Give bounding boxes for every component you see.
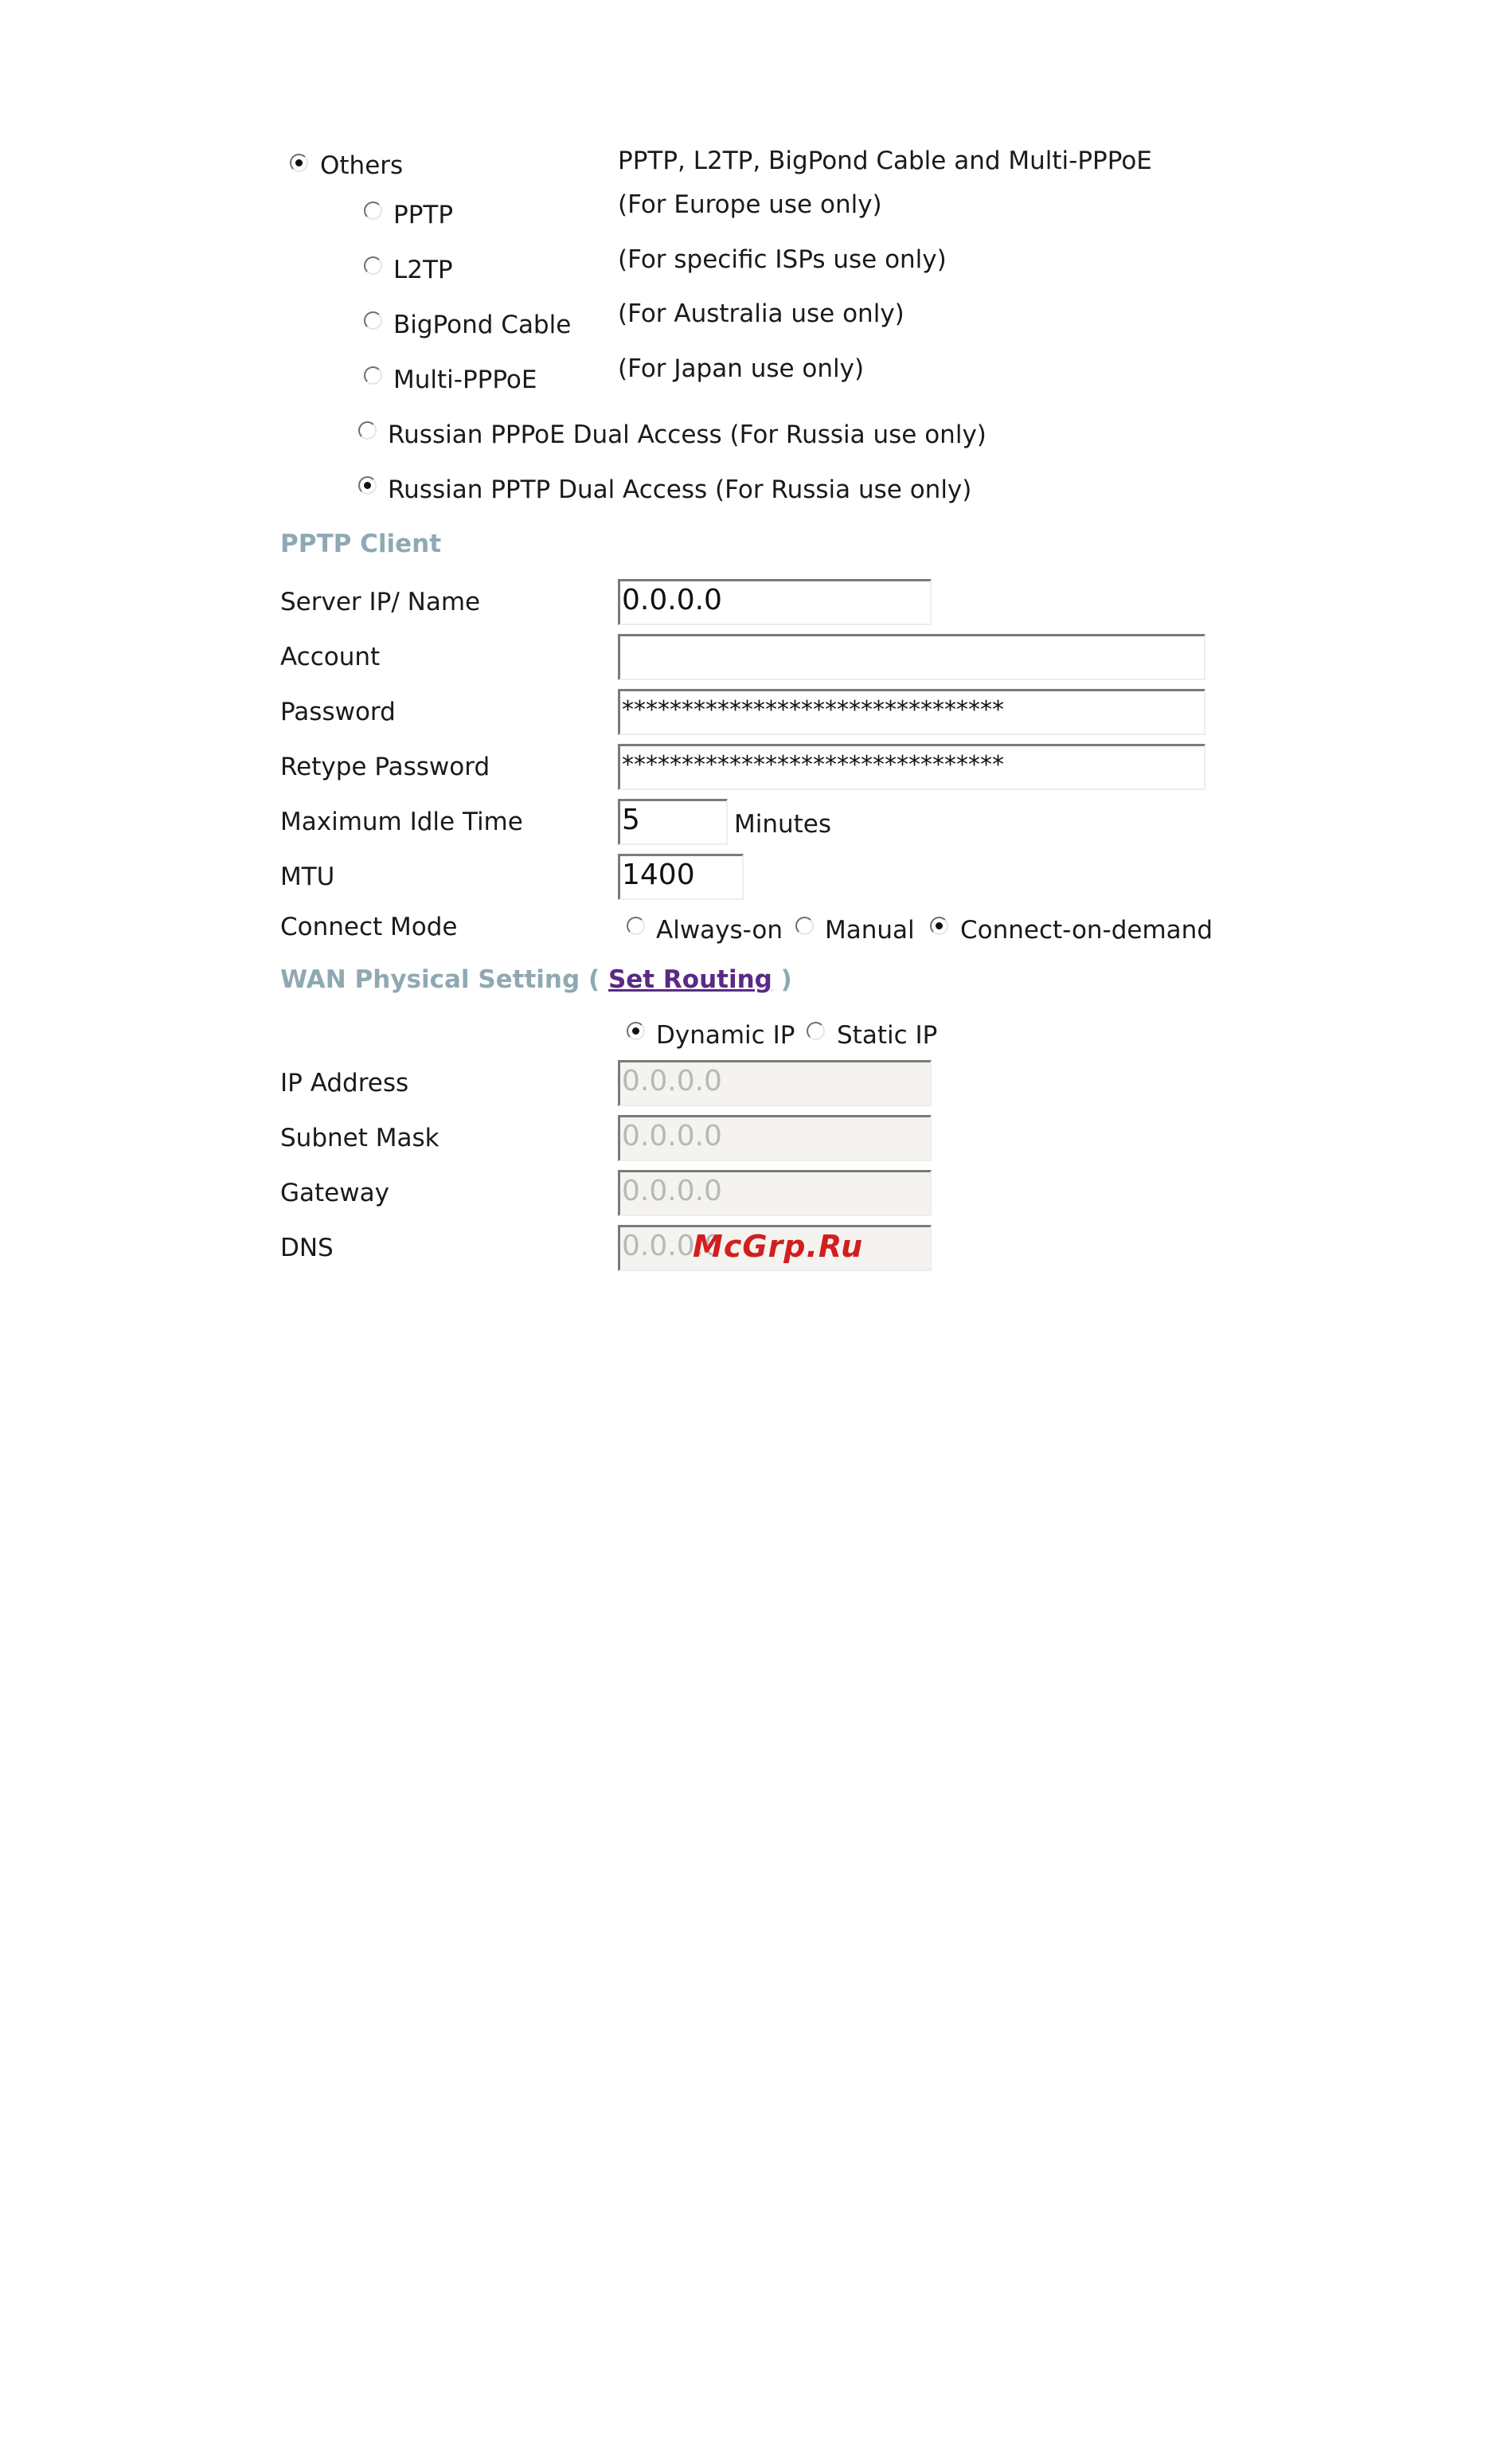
dynamic-ip-label: Dynamic IP xyxy=(656,1021,795,1050)
dns-label: DNS xyxy=(280,1234,334,1262)
static-ip-label: Static IP xyxy=(837,1021,938,1050)
retype-password-input[interactable]: ******************************** xyxy=(618,744,1205,790)
always-on-radio[interactable] xyxy=(627,917,645,935)
l2tp-radio[interactable] xyxy=(364,256,382,275)
ip-address-label: IP Address xyxy=(280,1069,409,1097)
dns-input[interactable]: 0.0.0.0 xyxy=(618,1225,932,1271)
manual-label: Manual xyxy=(825,916,915,945)
multi-pppoe-description: (For Japan use only) xyxy=(618,354,865,383)
wan-physical-heading xyxy=(280,964,792,995)
gateway-label: Gateway xyxy=(280,1179,389,1207)
wan-heading-prefix: WAN Physical Setting ( xyxy=(280,965,600,994)
manual-radio[interactable] xyxy=(795,917,814,935)
server-label: Server IP/ Name xyxy=(280,588,481,616)
russian-pptp-radio[interactable] xyxy=(358,476,377,495)
dynamic-ip-radio[interactable] xyxy=(627,1022,645,1040)
connect-on-demand-radio[interactable] xyxy=(930,917,948,935)
l2tp-label: L2TP xyxy=(393,256,453,284)
pptp-label: PPTP xyxy=(393,201,454,229)
watermark: McGrp.Ru xyxy=(693,1229,864,1264)
mtu-input[interactable]: 1400 xyxy=(618,854,744,900)
always-on-label: Always-on xyxy=(656,916,783,945)
gateway-input[interactable]: 0.0.0.0 xyxy=(618,1170,932,1216)
russian-pppoe-label: Russian PPPoE Dual Access (For Russia use only) xyxy=(388,421,987,449)
account-input[interactable] xyxy=(618,634,1205,680)
russian-pptp-label: Russian PPTP Dual Access (For Russia use only) xyxy=(388,475,972,504)
russian-pppoe-radio[interactable] xyxy=(358,421,377,440)
subnet-mask-label: Subnet Mask xyxy=(280,1124,440,1152)
subnet-mask-input[interactable]: 0.0.0.0 xyxy=(618,1115,932,1161)
others-label: Others xyxy=(320,151,404,180)
ip-address-input[interactable]: 0.0.0.0 xyxy=(618,1060,932,1106)
pptp-description: (For Europe use only) xyxy=(618,190,882,219)
multi-pppoe-label: Multi-PPPoE xyxy=(393,366,537,394)
bigpond-description: (For Australia use only) xyxy=(618,299,904,328)
server-input[interactable]: 0.0.0.0 xyxy=(618,579,932,625)
bigpond-radio[interactable] xyxy=(364,311,382,330)
bigpond-label: BigPond Cable xyxy=(393,311,572,339)
others-radio[interactable] xyxy=(290,154,308,172)
max-idle-unit: Minutes xyxy=(734,810,832,839)
connect-on-demand-label: Connect-on-demand xyxy=(960,916,1213,945)
mtu-label: MTU xyxy=(280,863,335,891)
l2tp-description: (For specific ISPs use only) xyxy=(618,245,947,274)
max-idle-input[interactable]: 5 xyxy=(618,799,728,845)
multi-pppoe-radio[interactable] xyxy=(364,366,382,385)
account-label: Account xyxy=(280,643,381,671)
set-routing-link[interactable]: Set Routing xyxy=(608,965,772,994)
password-input[interactable]: ******************************** xyxy=(618,689,1205,735)
max-idle-label: Maximum Idle Time xyxy=(280,808,523,836)
pptp-client-heading: PPTP Client xyxy=(280,530,442,558)
pptp-radio[interactable] xyxy=(364,201,382,220)
static-ip-radio[interactable] xyxy=(807,1022,825,1040)
others-description: PPTP, L2TP, BigPond Cable and Multi-PPPoE xyxy=(618,147,1152,175)
password-label: Password xyxy=(280,698,396,726)
retype-password-label: Retype Password xyxy=(280,753,490,781)
wan-heading-suffix: ) xyxy=(780,965,792,994)
connect-mode-label: Connect Mode xyxy=(280,913,458,941)
